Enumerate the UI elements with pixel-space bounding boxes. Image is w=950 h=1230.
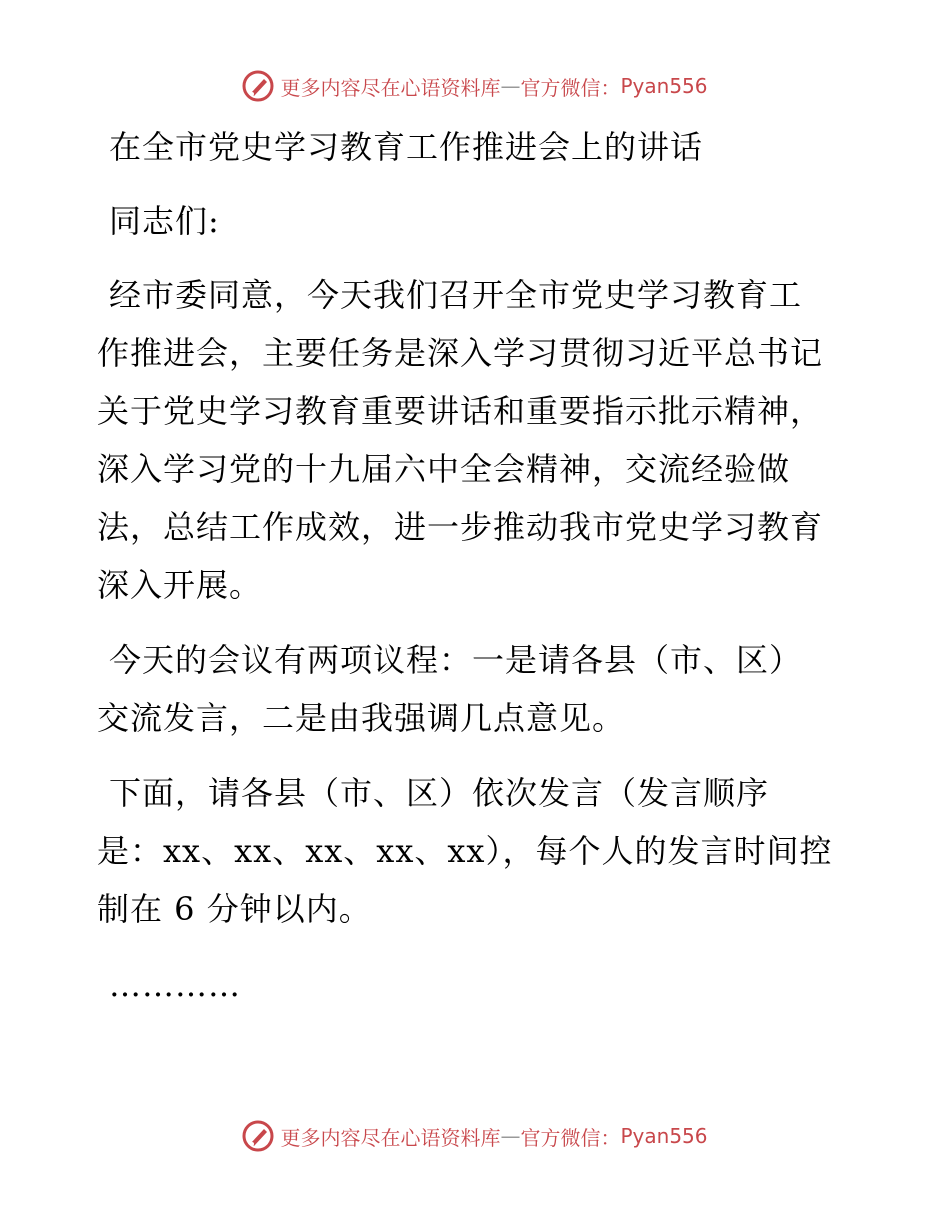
pen-logo-icon: [242, 1120, 274, 1152]
paragraph-line: 是：xx、xx、xx、xx、xx），每个人的发言时间控: [97, 832, 833, 870]
banner-separator: —: [500, 1124, 521, 1148]
paragraph-line: 制在 6 分钟以内。: [97, 890, 372, 928]
banner-brand: Pyan556: [620, 1124, 708, 1148]
banner-brand: Pyan556: [620, 74, 708, 98]
paragraph-line: 作推进会，主要任务是深入学习贯彻习近平总书记: [97, 334, 824, 372]
paragraph-line: 交流发言，二是由我强调几点意见。: [97, 699, 626, 737]
paragraph-line: 深入开展。: [97, 566, 263, 604]
footer-banner: [0, 1120, 950, 1152]
header-banner: [0, 70, 950, 102]
banner-contact: 官方微信：: [520, 1125, 621, 1150]
banner-separator: —: [500, 74, 521, 98]
pen-logo-icon: [242, 70, 274, 102]
ellipsis: …………: [109, 966, 241, 1004]
banner-text: 更多内容尽在心语资料库: [280, 1125, 501, 1150]
document-title: 在全市党史学习教育工作推进会上的讲话: [109, 128, 704, 166]
greeting: 同志们:: [109, 202, 220, 240]
paragraph-line: 经市委同意，今天我们召开全市党史学习教育工: [109, 276, 803, 314]
paragraph-line: 今天的会议有两项议程：一是请各县（市、区）: [109, 641, 803, 679]
paragraph-line: 下面，请各县（市、区）依次发言（发言顺序: [109, 774, 770, 812]
banner-text: 更多内容尽在心语资料库: [280, 75, 501, 100]
paragraph-line: 关于党史学习教育重要讲话和重要指示批示精神，: [97, 392, 824, 430]
paragraph-line: 法，总结工作成效，进一步推动我市党史学习教育: [97, 508, 824, 546]
banner-contact: 官方微信：: [520, 75, 621, 100]
paragraph-line: 深入学习党的十九届六中全会精神，交流经验做: [97, 450, 791, 488]
